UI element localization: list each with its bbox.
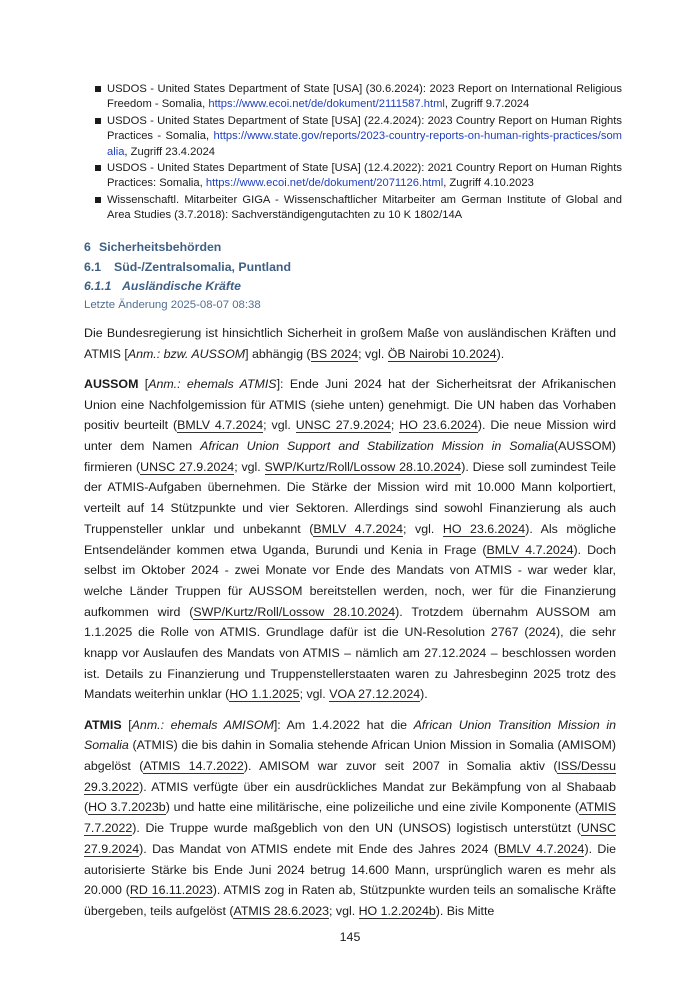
reference-link[interactable]: https://www.ecoi.net/de/dokument/2071126.html bbox=[205, 177, 444, 190]
citation-link[interactable]: SWP/Kurtz/Roll/Lossow 28.10.2024 bbox=[264, 459, 462, 474]
citation-link[interactable]: BMLV 4.7.2024 bbox=[486, 542, 574, 557]
bullet-icon bbox=[95, 165, 101, 171]
citation-link[interactable]: UNSC 27.9.2024 bbox=[140, 459, 235, 474]
section-heading-6-1-1: 6.1.1 Ausländische Kräfte bbox=[84, 279, 241, 293]
text-run: ] abhängig ( bbox=[245, 346, 311, 361]
italic-text: African Union Transition Mission in Somalia bbox=[84, 717, 617, 753]
text-run: ). AMISOM war zuvor seit 2007 in Somalia aktiv ( bbox=[243, 759, 558, 774]
citation-link[interactable]: BMLV 4.7.2024 bbox=[497, 841, 585, 856]
text-run: (ATMIS) die bis dahin in Somalia stehende African Union Mission in Somalia (AMISOM) abgelöst ( bbox=[84, 738, 616, 774]
text-run: ). Als mögliche Entsendeländer kommen etwa Uganda, Burundi und Kenia in Frage ( bbox=[84, 521, 617, 557]
reference-item: USDOS - United States Department of State [USA] (12.4.2022): 2021 Country Report on Human Rights Practices: Somalia, https://www.ecoi.net/de/dokument/2071126.html, Zugriff 4.10.2023 bbox=[94, 161, 622, 192]
text-run: ; bbox=[390, 418, 400, 433]
text-run: ). bbox=[420, 687, 428, 702]
italic-text: Anm.: ehemals AMISOM bbox=[131, 717, 274, 732]
citation-link[interactable]: HO 1.1.2025 bbox=[229, 687, 300, 702]
text-run: ). Bis Mitte bbox=[435, 903, 495, 918]
reference-item: USDOS - United States Department of State [USA] (22.4.2024): 2023 Country Report on Human Rights Practices - Somalia, https://www.state.gov/reports/2023-country-reports-on-human-rights-practices/somalia, Zugriff 23.4.2024 bbox=[94, 114, 622, 160]
text-run: ). Das Mandat von ATMIS endete mit Ende des Jahres 2024 ( bbox=[139, 841, 498, 856]
reference-list bbox=[94, 82, 622, 225]
paragraph-lead: ATMIS bbox=[84, 717, 122, 732]
text-run: ; vgl. bbox=[234, 459, 265, 474]
text-run: ; vgl. bbox=[358, 346, 388, 361]
citation-link[interactable]: BS 2024 bbox=[310, 346, 359, 361]
reference-item: USDOS - United States Department of State [USA] (30.6.2024): 2023 Report on International Religious Freedom - Somalia, https://www.ecoi.net/de/dokument/2111587.html, Zugriff 9.7.2024 bbox=[94, 82, 622, 113]
body-text bbox=[84, 323, 616, 931]
text-run: ; vgl. bbox=[403, 521, 443, 536]
citation-link[interactable]: UNSC 27.9.2024 bbox=[84, 821, 616, 856]
paragraph-lead: AUSSOM bbox=[84, 376, 139, 391]
text-run: ; vgl. bbox=[329, 903, 359, 918]
text-run: ). Die autorisierte Stärke bis Ende Juni 2024 betrug 14.600 Mann, ursprünglich waren es mehr als 20.000 ( bbox=[84, 841, 617, 898]
citation-link[interactable]: SWP/Kurtz/Roll/Lossow 28.10.2024 bbox=[193, 604, 396, 619]
citation-link[interactable]: ÖB Nairobi 10.2024 bbox=[387, 346, 497, 361]
reference-link[interactable]: https://www.state.gov/reports/2023-country-reports-on-human-rights-practices/somalia bbox=[107, 130, 622, 158]
section-heading-6: 6 Sicherheitsbehörden bbox=[84, 240, 222, 254]
text-run: ; vgl. bbox=[299, 687, 330, 702]
section-heading-6-1: 6.1 Süd-/Zentralsomalia, Puntland bbox=[84, 260, 291, 274]
paragraph bbox=[84, 715, 616, 922]
reference-link[interactable]: https://www.ecoi.net/de/dokument/2111587.html bbox=[208, 98, 445, 111]
bullet-icon bbox=[95, 118, 101, 124]
bullet-icon bbox=[95, 86, 101, 92]
text-run: ). ATMIS zog in Raten ab, Stützpunkte wurden teils an somalische Kräfte übergeben, teils aufgelöst ( bbox=[84, 883, 616, 918]
italic-text: Anm.: bzw. AUSSOM bbox=[127, 346, 246, 361]
page-number: 145 bbox=[339, 930, 361, 944]
citation-link[interactable]: UNSC 27.9.2024 bbox=[295, 418, 391, 433]
citation-link[interactable]: BMLV 4.7.2024 bbox=[313, 521, 404, 536]
citation-link[interactable]: ATMIS 14.7.2022 bbox=[143, 759, 244, 774]
citation-link[interactable]: ATMIS 7.7.2022 bbox=[84, 800, 616, 836]
italic-text: African Union Support and Stabilization Mission in Somalia bbox=[200, 439, 555, 454]
text-run: ). Diese soll zumindest Teile der ATMIS-Aufgaben übernehmen. Die Stärke der Mission wird mit 10.000 Mann kolportiert, verteilt auf 14 Stützpunkte und vier Sektoren. Allerdings sind sowohl Finanzierung als auch Truppensteller unklar und unbekannt ( bbox=[84, 459, 616, 536]
text-run: ). Trotzdem übernahm AUSSOM am 1.1.2025 die Rolle von ATMIS. Grundlage dafür ist die UN-Resolution 2767 (2024), die sehr knapp vor Auslaufen des Mandats von ATMIS – nämlich am 27.12.2024 – beschlossen worden ist. Details zu Finanzierung und Truppenstellerstaaten waren zu Jahresbeginn 2025 trotz des Mandats weiterhin unklar ( bbox=[84, 604, 616, 702]
text-run: ). Doch selbst im Oktober 2024 - zwei Monate vor Ende des Mandats von ATMIS - war weder klar, welche Länder Truppen für AUSSOM bereitstellen werden, noch, wer für die Finanzierung aufkommen wird ( bbox=[84, 542, 617, 619]
italic-text: Anm.: ehemals ATMIS bbox=[148, 376, 277, 391]
citation-link[interactable]: VOA 27.12.2024 bbox=[329, 687, 421, 702]
text-run: (AUSSOM) firmieren ( bbox=[84, 439, 616, 474]
citation-link[interactable]: BMLV 4.7.2024 bbox=[177, 418, 264, 433]
text-run: ; vgl. bbox=[263, 418, 296, 433]
citation-link[interactable]: HO 23.6.2024 bbox=[442, 521, 526, 536]
text-run: ). bbox=[496, 346, 505, 361]
citation-link[interactable]: RD 16.11.2023 bbox=[129, 883, 213, 898]
bullet-icon bbox=[95, 197, 101, 203]
reference-item: Wissenschaftl. Mitarbeiter GIGA - Wissenschaftlicher Mitarbeiter am German Institute of Global and Area Studies (3.7.2018): Sachverständigengutachten zu 10 K 1802/14A bbox=[94, 193, 622, 224]
citation-link[interactable]: ISS/Dessu 29.3.2022 bbox=[84, 759, 617, 794]
text-run: ]: Ende Juni 2024 hat der Sicherheitsrat der Afrikanischen Union eine Nachfolgemission für ATMIS (siehe unten) genehmigt. Die UN haben das Vorhaben positiv beurteilt ( bbox=[84, 376, 616, 433]
text-run: [ bbox=[138, 376, 149, 391]
text-run: ). ATMIS verfügte über ein ausdrückliches Mandat zur Bekämpfung von al Shabaab ( bbox=[84, 779, 616, 815]
text-run: Die Bundesregierung ist hinsichtlich Sicherheit in großem Maße von ausländischen Kräften und ATMIS [ bbox=[84, 326, 616, 361]
citation-link[interactable]: HO 3.7.2023b bbox=[88, 800, 166, 815]
citation-link[interactable]: HO 23.6.2024 bbox=[399, 418, 478, 433]
text-run: [ bbox=[121, 717, 132, 732]
text-run: ) und hatte eine militärische, eine polizeiliche und eine zivile Komponente ( bbox=[165, 800, 580, 815]
citation-link[interactable]: HO 1.2.2024b bbox=[358, 903, 436, 918]
paragraph bbox=[84, 323, 616, 364]
text-run: ). Die Truppe wurde maßgeblich von den UN (UNSOS) logistisch unterstützt ( bbox=[132, 821, 581, 836]
text-run: ]: Am 1.4.2022 hat die bbox=[273, 717, 414, 732]
text-run: ). Die neue Mission wird unter dem Namen bbox=[84, 418, 617, 454]
citation-link[interactable]: ATMIS 28.6.2023 bbox=[233, 903, 329, 918]
paragraph bbox=[84, 374, 616, 705]
last-modified: Letzte Änderung 2025-08-07 08:38 bbox=[84, 299, 261, 311]
